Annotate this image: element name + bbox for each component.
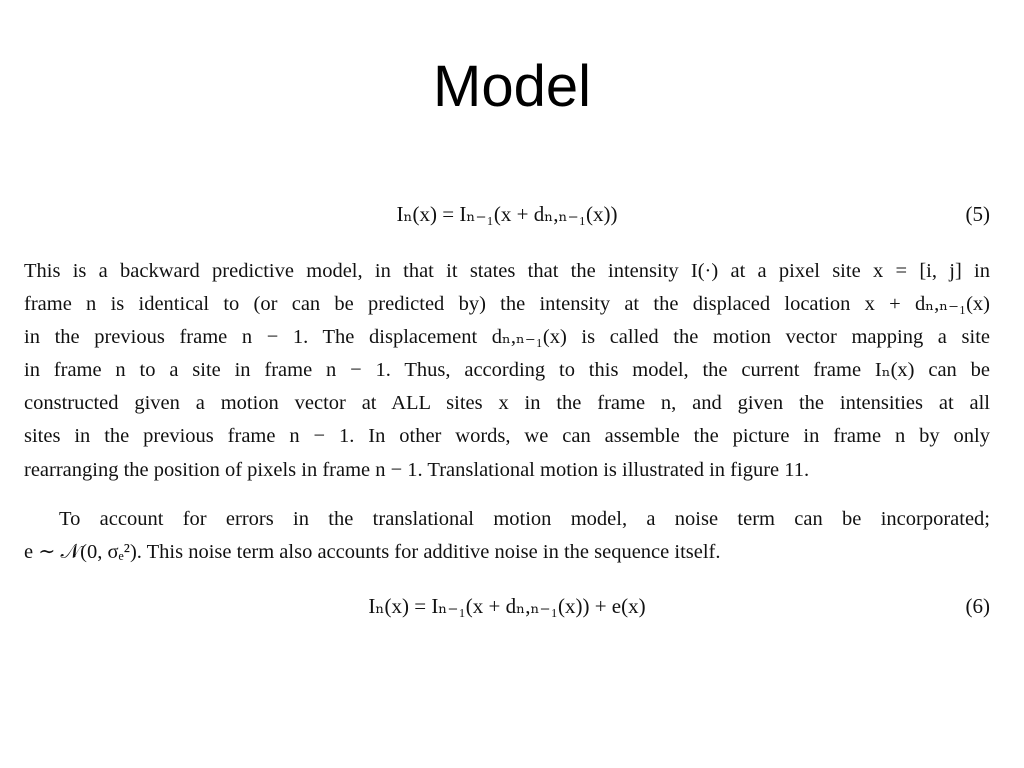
equation-number: (5)	[965, 202, 990, 226]
paragraph-noise-term	[24, 503, 990, 569]
slide-title: Model	[433, 54, 591, 119]
equation-body: Iₙ(x) = Iₙ₋₁(x + dₙ,ₙ₋₁(x)) + e(x)	[368, 594, 646, 618]
paragraph-line: rearranging the position of pixels in frame n − 1. Translational motion is illustrated in figure 11.	[24, 458, 810, 481]
paragraph-model-description	[24, 255, 990, 487]
paragraph-line: constructed given a motion vector at ALL sites x in the frame n, and given the intensities at all	[24, 392, 990, 415]
equation-body: Iₙ(x) = Iₙ₋₁(x + dₙ,ₙ₋₁(x))	[396, 202, 618, 226]
paragraph-line: in frame n to a site in frame n − 1. Thus, according to this model, the current frame Iₙ(x) can be	[24, 359, 990, 382]
equation-6	[24, 594, 990, 624]
paragraph-line: To account for errors in the translational motion model, a noise term can be incorporated;	[59, 508, 990, 530]
paragraph-line: in the previous frame n − 1. The displacement dₙ,ₙ₋₁(x) is called the motion vector mapping a site	[24, 326, 990, 349]
equation-number: (6)	[965, 594, 990, 618]
paragraph-line: This is a backward predictive model, in that it states that the intensity I(·) at a pixel site x = [i, j] in	[24, 260, 990, 282]
equation-5	[24, 202, 990, 232]
paragraph-line: e ∼ 𝒩(0, σₑ²). This noise term also accounts for additive noise in the sequence itself.	[24, 541, 721, 564]
paragraph-line: frame n is identical to (or can be predicted by) the intensity at the displaced location x + dₙ,ₙ₋₁(x)	[24, 293, 990, 316]
paragraph-line: sites in the previous frame n − 1. In other words, we can assemble the picture in frame n by only	[24, 425, 990, 448]
